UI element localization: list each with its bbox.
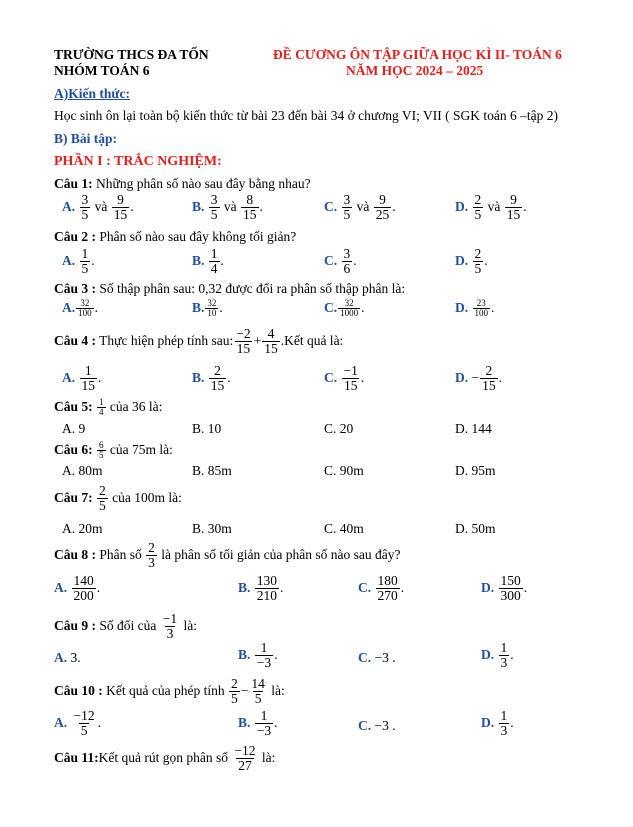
q7-option-c[interactable]: C. 40m [324, 521, 364, 536]
q3-option-d[interactable]: D. $\frac{23}{100}$ . [455, 298, 495, 319]
question-9: Câu 9 : Số đối của $\frac{-1}{3}$ là: [54, 611, 198, 642]
q10-option-c[interactable]: C. −3 . [358, 718, 396, 733]
q4-option-d[interactable]: D. − $\frac{2}{15}$ . [455, 363, 502, 394]
q9-option-a[interactable]: A. 3. [54, 650, 81, 665]
question-8: Câu 8 : Phân số $\frac{2}{3}$ là phân số tối giản của phân số nào sau đây? [54, 540, 401, 571]
question-11: Câu 11:Kết quả rút gọn phân số $\frac{-12}{27}$ là: [54, 743, 276, 774]
q8-option-c[interactable]: C. $\frac{180}{270}$ . [358, 573, 405, 604]
q5-option-c[interactable]: C. 20 [324, 421, 354, 436]
q10-option-d[interactable]: D. $\frac{1}{3}$ . [481, 708, 514, 739]
question-4: Câu 4 : Thực hiện phép tính sau: $\frac{-2}{15}$ + $\frac{4}{15}$ .Kết quả là: [54, 326, 344, 357]
q2-option-a[interactable]: A. $\frac{1}{5}$ . [62, 246, 95, 277]
q5-option-b[interactable]: B. 10 [192, 421, 222, 436]
q7-option-b[interactable]: B. 30m [192, 521, 232, 536]
question-10: Câu 10 : Kết quả của phép tính $\frac{2}{5}$ − $\frac{14}{5}$ là: [54, 676, 285, 707]
q4-option-a[interactable]: A. $\frac{1}{15}$ . [62, 363, 102, 394]
q2-option-d[interactable]: D. $\frac{2}{5}$ . [455, 246, 488, 277]
q6-option-a[interactable]: A. 80m [62, 463, 103, 478]
q2-option-c[interactable]: C. $\frac{3}{6}$ . [324, 246, 357, 277]
question-7: Câu 7: $\frac{2}{5}$ của 100m là: [54, 483, 182, 514]
q10-option-b[interactable]: B. $\frac{1}{-3}$ . [238, 708, 278, 739]
q1-option-a[interactable]: A. $\frac{3}{5}$ và $\frac{9}{15}$ . [62, 192, 134, 223]
question-5: Câu 5: $\frac{1}{4}$ của 36 là: [54, 397, 163, 418]
q3-option-a[interactable]: A. $\frac{32}{100}$ . [62, 298, 98, 319]
question-6: Câu 6: $\frac{6}{5}$ của 75m là: [54, 440, 173, 461]
school-name: TRƯỜNG THCS ĐA TỐN [54, 47, 209, 62]
q6-option-d[interactable]: D. 95m [455, 463, 496, 478]
section-a-text: Học sinh ôn lại toàn bộ kiến thức từ bài 23 đến bài 34 ở chương VI; VII ( SGK toán 6 –tập 2) [54, 108, 559, 123]
q2-option-b[interactable]: B. $\frac{1}{4}$ . [192, 246, 224, 277]
group-name: NHÓM TOÁN 6 [54, 63, 150, 78]
q7-option-a[interactable]: A. 20m [62, 521, 103, 536]
q4-option-c[interactable]: C. $\frac{-1}{15}$ . [324, 363, 365, 394]
question-3: Câu 3 : Số thập phân sau: 0,32 được đổi ra phân số thập phân là: [54, 281, 406, 296]
q9-option-b[interactable]: B. $\frac{1}{-3}$ . [238, 640, 278, 671]
section-a-heading: A)Kiến thức: [54, 86, 130, 101]
part1-heading: PHẦN I : TRẮC NGHIỆM: [54, 154, 222, 169]
q8-option-b[interactable]: B. $\frac{130}{210}$ . [238, 573, 284, 604]
q6-option-c[interactable]: C. 90m [324, 463, 364, 478]
q5-option-a[interactable]: A. 9 [62, 421, 86, 436]
q10-option-a[interactable]: A. $\frac{-12}{5}$ . [54, 708, 101, 739]
q8-option-d[interactable]: D. $\frac{150}{300}$ . [481, 573, 528, 604]
q1-option-c[interactable]: C. $\frac{3}{5}$ và $\frac{9}{25}$ . [324, 192, 396, 223]
q1-option-b[interactable]: B. $\frac{3}{5}$ và $\frac{8}{15}$ . [192, 192, 263, 223]
document-title: ĐỀ CƯƠNG ÔN TẬP GIỮA HỌC KÌ II- TOÁN 6 [273, 47, 562, 62]
q9-option-c[interactable]: C. −3 . [358, 650, 396, 665]
q3-option-c[interactable]: C. $\frac{32}{1000}$ . [324, 298, 365, 319]
section-b-heading: B) Bài tập: [54, 131, 118, 146]
school-year: NĂM HỌC 2024 – 2025 [346, 63, 484, 78]
q6-option-b[interactable]: B. 85m [192, 463, 232, 478]
q9-option-d[interactable]: D. $\frac{1}{3}$ . [481, 640, 514, 671]
q7-option-d[interactable]: D. 50m [455, 521, 496, 536]
q3-option-b[interactable]: B. $\frac{32}{10}$ . [192, 298, 223, 319]
q5-option-d[interactable]: D. 144 [455, 421, 492, 436]
question-2: Câu 2 : Phân số nào sau đây không tối giản? [54, 229, 297, 244]
q8-option-a[interactable]: A. $\frac{140}{200}$ . [54, 573, 101, 604]
q1-option-d[interactable]: D. $\frac{2}{5}$ và $\frac{9}{15}$ . [455, 192, 527, 223]
q4-option-b[interactable]: B. $\frac{2}{15}$ . [192, 363, 231, 394]
question-1: Câu 1: Những phân số nào sau đây bằng nhau? [54, 176, 311, 191]
